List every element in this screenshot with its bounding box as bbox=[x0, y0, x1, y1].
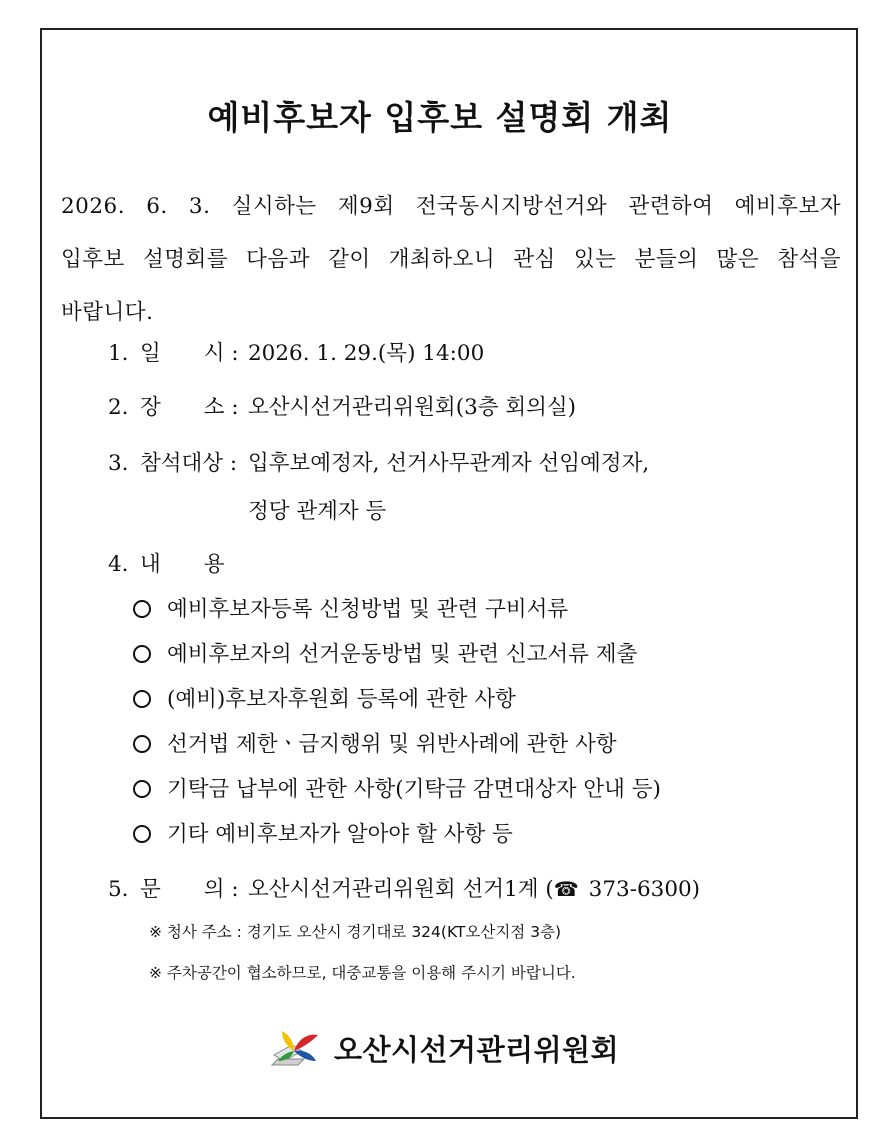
item-value-continued: 정당 관계자 등 bbox=[248, 499, 387, 524]
content-text: 기타 예비후보자가 알아야 할 사항 등 bbox=[167, 822, 513, 847]
item-value: 오산시선거관리위원회 선거1계 ( bbox=[248, 877, 554, 902]
content-text: (예비)후보자후원회 등록에 관한 사항 bbox=[167, 687, 516, 712]
item-value: 2026. 1. 29.(목) 14:00 bbox=[248, 341, 485, 366]
circle-bullet-icon bbox=[133, 735, 151, 753]
item-value: 입후보예정자, 선거사무관계자 선임예정자, bbox=[248, 451, 650, 476]
intro-paragraph bbox=[61, 180, 841, 339]
item-date bbox=[108, 336, 484, 367]
content-text: 예비후보자의 선거운동방법 및 관련 신고서류 제출 bbox=[167, 642, 638, 667]
item-label: 내 용 bbox=[140, 552, 225, 577]
address-note: ※ 청사 주소 : 경기도 오산시 경기대로 324(KT오산지점 3층) bbox=[149, 923, 562, 941]
item-number: 2. bbox=[108, 395, 129, 420]
content-bullet-item bbox=[133, 727, 617, 758]
item-label: 참석대상 : bbox=[140, 451, 238, 476]
phone-number: 373-6300) bbox=[588, 877, 701, 902]
parking-note: ※ 주차공간이 협소하므로, 대중교통을 이용해 주시기 바랍니다. bbox=[149, 964, 576, 982]
item-inquiry bbox=[108, 872, 700, 903]
item-label: 장 소 : bbox=[140, 395, 239, 420]
content-bullet-item bbox=[133, 772, 661, 803]
intro-line-3: 바랍니다. bbox=[61, 300, 154, 325]
item-value: 오산시선거관리위원회(3층 회의실) bbox=[248, 395, 577, 420]
content-bullet-item bbox=[133, 682, 516, 713]
item-label: 일 시 : bbox=[140, 341, 239, 366]
item-attendees-cont bbox=[248, 494, 386, 525]
footer bbox=[268, 1020, 619, 1076]
item-number: 1. bbox=[108, 341, 129, 366]
organization-name: 오산시선거관리위원회 bbox=[334, 1032, 620, 1067]
circle-bullet-icon bbox=[133, 780, 151, 798]
content-text: 예비후보자등록 신청방법 및 관련 구비서류 bbox=[167, 597, 569, 622]
circle-bullet-icon bbox=[133, 690, 151, 708]
item-number: 3. bbox=[108, 451, 129, 476]
phone-icon: ☎ bbox=[553, 877, 579, 901]
item-number: 4. bbox=[108, 552, 129, 577]
content-bullet-item bbox=[133, 817, 513, 848]
content-bullet-item bbox=[133, 592, 568, 623]
content-text: 기탁금 납부에 관한 사항(기탁금 감면대상자 안내 등) bbox=[167, 777, 661, 802]
item-place bbox=[108, 390, 576, 421]
item-contents bbox=[108, 547, 248, 578]
item-attendees bbox=[108, 446, 649, 477]
circle-bullet-icon bbox=[133, 600, 151, 618]
content-text: 선거법 제한ㆍ금지행위 및 위반사례에 관한 사항 bbox=[167, 732, 617, 757]
intro-line-2: 입후보 설명회를 다음과 같이 개최하오니 관심 있는 분들의 많은 참석을 bbox=[61, 247, 841, 272]
circle-bullet-icon bbox=[133, 645, 151, 663]
item-label: 문 의 : bbox=[140, 877, 239, 902]
page-title: 예비후보자 입후보 설명회 개최 bbox=[207, 98, 673, 137]
intro-line-1: 2026. 6. 3. 실시하는 제9회 전국동시지방선거와 관련하여 예비후보자 bbox=[61, 194, 841, 219]
circle-bullet-icon bbox=[133, 825, 151, 843]
content-bullet-item bbox=[133, 637, 637, 668]
election-commission-logo bbox=[268, 1025, 322, 1071]
item-number: 5. bbox=[108, 877, 129, 902]
